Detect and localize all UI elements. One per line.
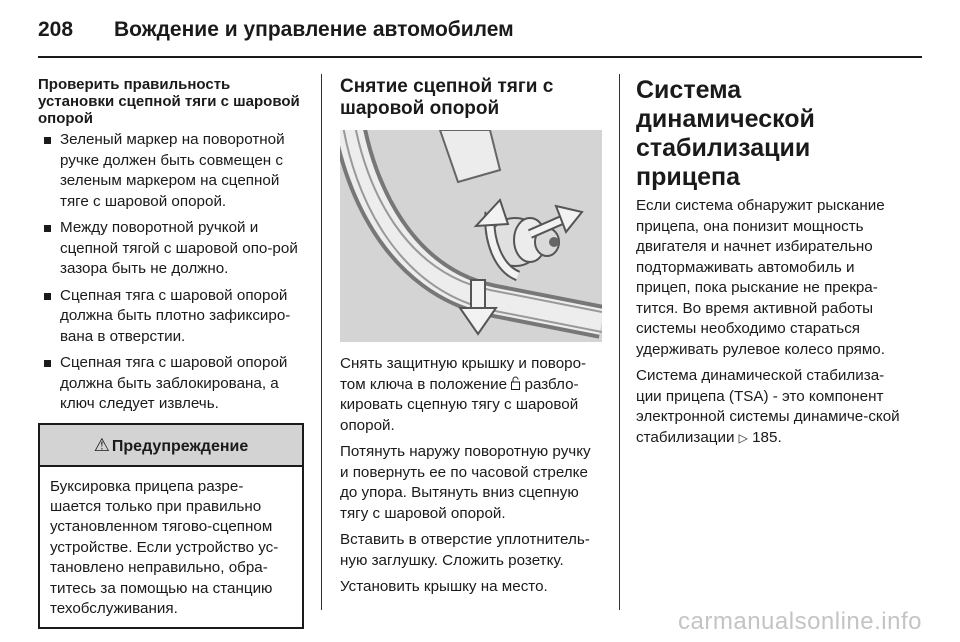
tsa-paragraph-2: Система динамической стабилиза-ции прицепа (TSA) - это компонент электронной системы динамиче-ской стабилизации ▷ 185. <box>636 367 900 446</box>
watermark: carmanualsonline.info <box>678 608 922 635</box>
removal-step-3: Вставить в отверстие уплотнитель-ную заглушку. Сложить розетку. <box>340 531 590 569</box>
section-heading-removal: Снятие сцепной тяги с шаровой опорой <box>340 76 554 119</box>
page-header <box>38 14 922 54</box>
warning-header <box>40 425 302 467</box>
column-right <box>636 76 906 454</box>
check-list <box>38 130 304 415</box>
column-middle <box>340 76 602 604</box>
page-reference-icon[interactable]: ▷ <box>738 430 748 445</box>
warning-triangle-icon: ⚠ <box>93 434 110 455</box>
page-number: 208 <box>38 18 74 41</box>
header-rule <box>38 56 922 58</box>
page-reference-link[interactable]: 185. <box>747 428 782 446</box>
removal-step-1: Снять защитную крышку и поворо-том ключа в положение разбло-кировать сцепную тягу с шаровой опорой. <box>340 355 587 434</box>
list-item: Сцепная тяга с шаровой опорой должна быть плотно зафиксиро-вана в отверстии. <box>38 286 304 348</box>
chapter-title: Вождение и управление автомобилем <box>114 18 514 41</box>
warning-box <box>38 423 304 630</box>
tow-bar-drawing <box>340 130 602 342</box>
list-item: Зеленый маркер на поворотной ручке должен быть совмещен с зеленым маркером на сцепной тяге с шаровой опорой. <box>38 130 304 212</box>
column-divider-1 <box>321 74 322 610</box>
warning-text: Буксировка прицепа разре-шается только при правильно установленном тягово-сцепном устройстве. Если устройство ус-тановлено неправильно, обра-титесь за помощью на станцию техобслуживания. <box>50 477 279 617</box>
removal-step-2: Потянуть наружу поворотную ручку и повернуть ее по часовой стрелке до упора. Вытянуть вниз сцепную тягу с шаровой опорой. <box>340 443 591 522</box>
section-heading-check-installation: Проверить правильность установки сцепной тяги с шаровой опорой <box>38 76 300 127</box>
column-left <box>38 76 304 629</box>
list-item: Сцепная тяга с шаровой опорой должна быть заблокирована, а ключ следует извлечь. <box>38 353 304 415</box>
unlock-icon <box>511 376 520 390</box>
tsa-paragraph-1: Если система обнаружит рыскание прицепа, она понизит мощность двигателя и начнет избирательно подтормаживать автомобиль и прицеп, пока рыскание не прекра-тится. Во время активной работы системы необходимо стараться удерживать рулевое колесо прямо. <box>636 197 885 358</box>
tow-bar-removal-illustration <box>340 130 602 342</box>
section-heading-tsa: Система динамической стабилизации прицепа <box>636 76 815 191</box>
list-item: Между поворотной ручкой и сцепной тягой с шаровой опо-рой зазора быть не должно. <box>38 218 304 280</box>
warning-title: Предупреждение <box>111 437 249 455</box>
column-divider-2 <box>619 74 620 610</box>
removal-step-4: Установить крышку на место. <box>340 578 548 595</box>
